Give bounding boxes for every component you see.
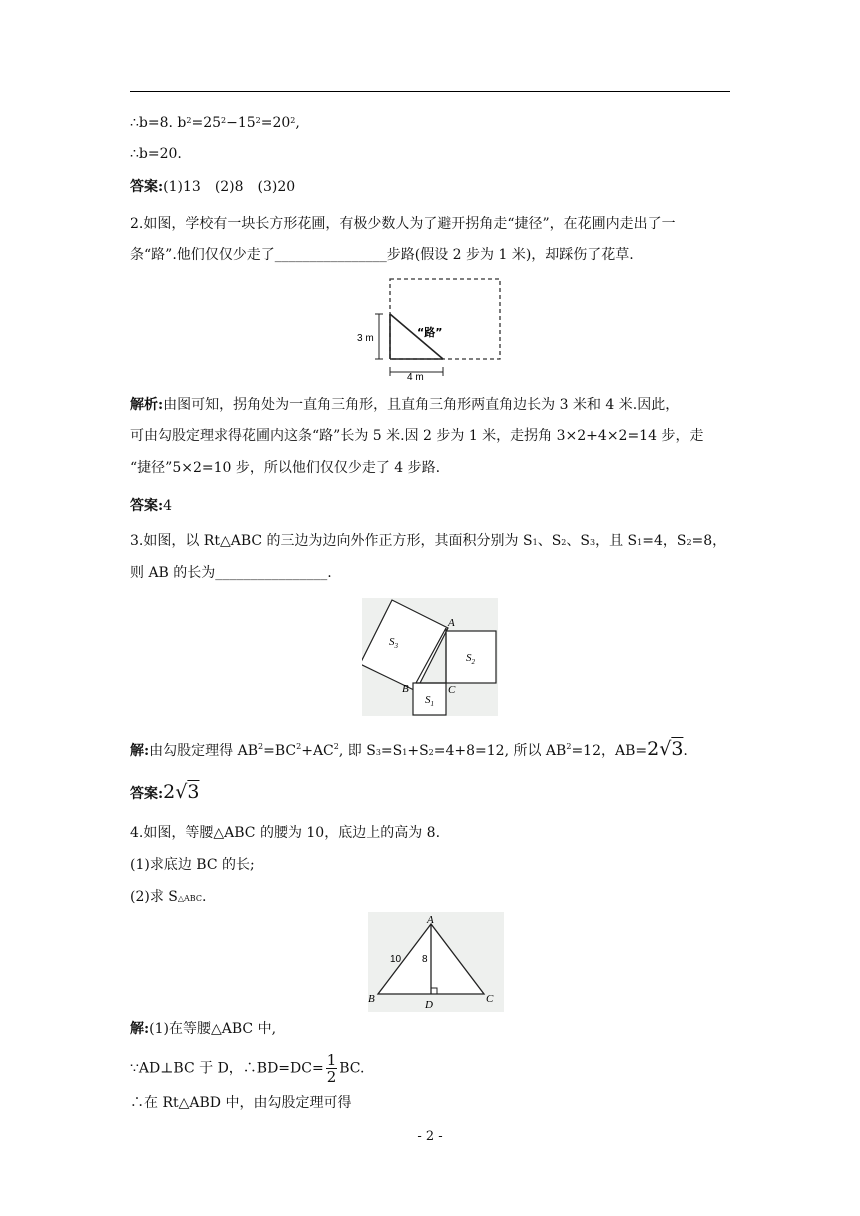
solution-4-line-2: ∵AD⊥BC 于 D，∴BD=DC= $\frac{1}{2}$ BC. — [130, 1051, 365, 1086]
question-3-line-1: 3.如图，以 Rt△ABC 的三边为边向外作正方形，其面积分别为 $S_1$、$S_2$、$S_3$，且 $S_1=4$，$S_2=8$， — [130, 533, 727, 549]
label-side: 10 — [390, 954, 402, 965]
label-S3: $S_3$ — [389, 636, 398, 650]
page-number: - 2 - — [417, 1129, 443, 1144]
solution-4-line-1: 解:(1)在等腰△ABC 中, — [130, 1021, 277, 1037]
question-4-line-3: (2)求 $S_{\triangle ABC}$. — [130, 889, 207, 905]
text-line-b20: ∴b=20. — [130, 146, 182, 162]
isosceles-figure — [368, 912, 504, 1012]
solution-2-line-1: 解析:由图可知，拐角处为一直角三角形，且直角三角形两直角边长为 3 米和 4 米.因此， — [130, 397, 680, 413]
label-A: A — [448, 617, 455, 629]
label-S1: $S_1$ — [425, 694, 434, 708]
question-4-line-2: (1)求底边 BC 的长; — [130, 857, 255, 873]
label-4m: 4 m — [407, 372, 424, 383]
label-B: B — [402, 683, 409, 695]
label-height: 8 — [422, 954, 428, 965]
fraction-half: $\frac{1}{2}$ — [326, 1051, 337, 1086]
label-D: D — [425, 999, 433, 1011]
answer-1: 答案:(1)13 (2)8 (3)20 — [130, 179, 296, 195]
label-C: C — [486, 993, 494, 1005]
solution-4-line-3: ∴在 Rt△ABD 中，由勾股定理可得 — [130, 1095, 352, 1111]
squares-figure — [362, 598, 498, 716]
label-3m: 3 m — [357, 333, 374, 344]
question-4-line-1: 4.如图，等腰△ABC 的腰为 10，底边上的高为 8. — [130, 825, 441, 841]
question-2-line-1: 2.如图，学校有一块长方形花圃，有极少数人为了避开拐角走“捷径”，在花圃内走出了一 — [130, 216, 676, 232]
label-A: A — [427, 914, 434, 926]
solution-2-line-3: “捷径”5×2=10 步，所以他们仅仅少走了 4 步路. — [130, 460, 441, 476]
label-road: “路” — [417, 326, 443, 339]
text-line-b8: ∴b=8. $b^2=25^2-15^2=20^2$, — [130, 115, 300, 131]
label-S2: $S_2$ — [466, 652, 475, 666]
answer-3: 答案:2√3 — [130, 781, 200, 803]
solution-2-line-2: 可由勾股定理求得花圃内这条“路”长为 5 米.因 2 步为 1 米，走拐角 3×2+4×2=14 步，走 — [130, 428, 704, 444]
header-rule — [130, 91, 730, 92]
solution-3: 解:由勾股定理得 $AB^2=BC^2+AC^2$, 即 $S_3=S_1+S_2=4+8=12$, 所以 $AB^2=12$，AB=2√3. — [130, 738, 688, 760]
label-C: C — [448, 684, 456, 696]
question-3-line-2: 则 AB 的长为________________. — [130, 565, 332, 581]
question-2-line-2: 条“路”.他们仅仅少走了________________步路(假设 2 步为 1 米)，却踩伤了花草. — [130, 247, 634, 263]
garden-figure — [355, 276, 505, 384]
label-B: B — [368, 993, 375, 1005]
answer-2: 答案:4 — [130, 498, 173, 514]
